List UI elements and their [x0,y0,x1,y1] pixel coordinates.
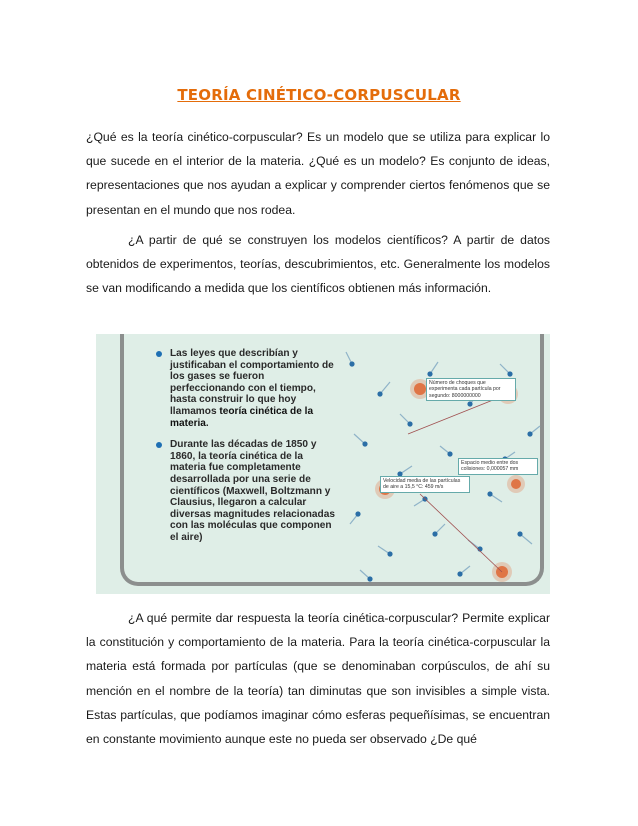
particles-scene [340,334,550,594]
paragraph-kinetic-theory: ¿A qué permite dar respuesta la teoría cinética-corpuscular? Permite explicar la constitución y comportamiento de la materia. Para la teoría cinética-corpuscular la materia está formada por partículas (que se denominaban corpúsculos, de ahí su mención en el nombre de la teoría) tan diminutas que son invisibles a simple vista. Estas partículas, que podíamos imaginar cómo esferas pequeñísimas, se encuentran en constante movimiento aunque este no pueda ser observado ¿De qué [86,611,550,747]
paragraph-intro: ¿Qué es la teoría cinético-corpuscular? Es un modelo que se utiliza para explicar lo que sucede en el interior de la materia. ¿Qué es un modelo? Es conjunto de ideas, representaciones que nos ayudan a explicar y comprender ciertos fenómenos que se presentan en el mundo que nos rodea. [86,130,550,217]
figure-bullet-2 [156,439,336,543]
bullet-dot-icon [156,442,162,448]
collisions-label: Número de choques que experimenta cada partícula por segundo: 8000000000 [426,378,516,401]
bullet2-text: Durante las décadas de 1850 y 1860, la teoría cinética de la materia fue completamente desarrollada por una serie de científicos (Maxwell, Boltzmann y Clausius, llegaron a calcular diversas magnitudes relacionadas con las moléculas que componen el aire) [170,439,335,543]
bullet1-end: . [205,417,209,429]
free-path-label: Espacio medio entre dos colisiones: 0,000057 mm [458,458,538,475]
paragraph-models: ¿A partir de qué se construyen los modelos científicos? A partir de datos obtenidos de experimentos, teorías, descubrimientos, etc. Generalmente los modelos se van modificando a medida que los científicos obtienen más información. [86,233,550,296]
bullet1-text: Las leyes que describían y justificaban el comportamiento de los gases se fueron perfeccionando con el tiempo, hasta construir lo que hoy llamamos [170,348,334,417]
kinetic-theory-figure [96,334,550,594]
velocity-label: Velocidad media de las partículas de aire a 15,5 °C: 459 m/s [380,476,470,493]
bullet1-bold-text: teoría cinética de la materia [170,405,314,429]
figure-bullet-1 [156,348,336,429]
page-title: TEORÍA CINÉTICO-CORPUSCULAR [177,86,461,104]
bullet-dot-icon [156,351,162,357]
figure-bullet-list [156,348,336,554]
